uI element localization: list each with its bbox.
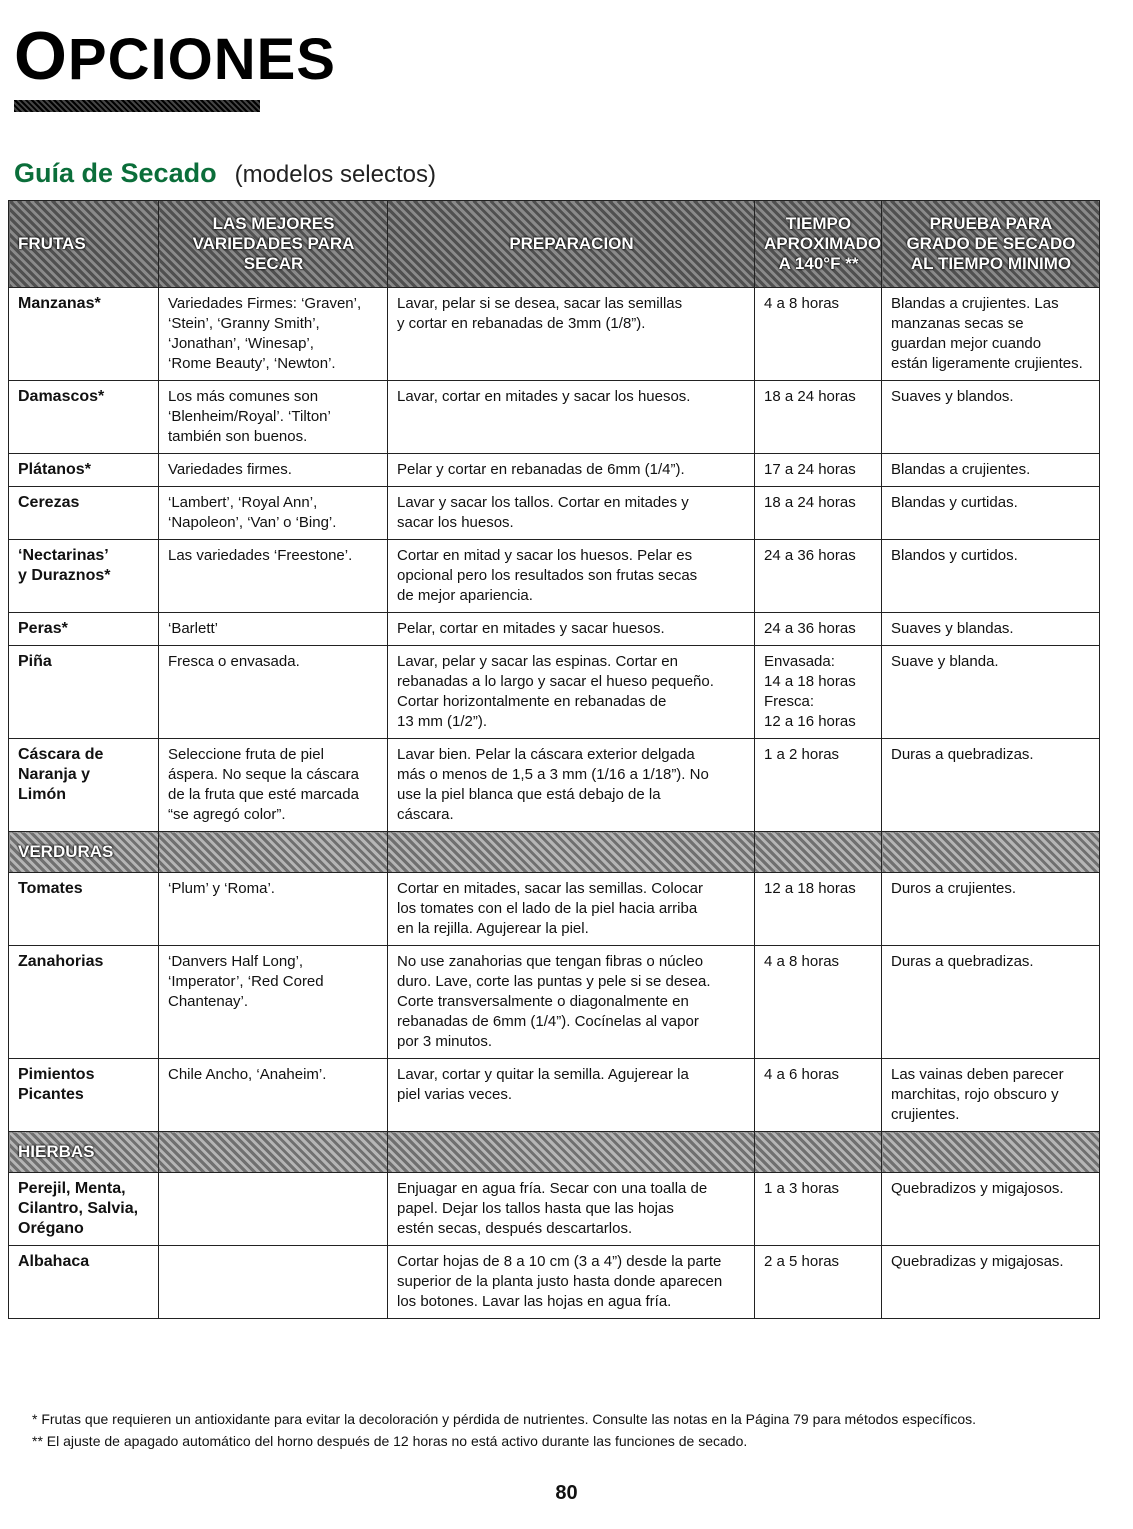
table-body [9,288,1100,1319]
item-preparation: Lavar, pelar y sacar las espinas. Cortar en rebanadas a lo largo y sacar el hueso pequeño. Cortar horizontalmente en rebanadas de 13 mm (1/2”). [397,653,714,730]
header-test [882,201,1100,288]
table-row [9,946,1100,1059]
item-name: Piña [18,653,52,670]
item-test: Quebradizos y migajosos. [891,1180,1064,1197]
page-heading-rest: PCIONES [67,27,336,92]
item-name: Cáscara de Naranja y Limón [18,746,104,803]
item-test: Suaves y blandos. [891,388,1014,405]
header-fruits [9,201,159,288]
header-varieties-label: LAS MEJORES VARIEDADES PARA SECAR [192,214,355,273]
item-test: Blandas a crujientes. [891,461,1031,478]
item-varieties: Las variedades ‘Freestone’. [168,547,353,564]
table-row [9,1173,1100,1246]
category-row-vegetables [9,832,1100,873]
item-test: Quebradizas y migajosas. [891,1253,1064,1270]
item-preparation: Pelar y cortar en rebanadas de 6mm (1/4”). [397,461,685,478]
item-test: Duras a quebradizas. [891,746,1034,763]
item-name: Cerezas [18,494,80,511]
item-test: Duros a crujientes. [891,880,1017,897]
item-preparation: Lavar, cortar y quitar la semilla. Agujerear la piel varias veces. [397,1066,689,1103]
footnote-antioxidant: * Frutas que requieren un antioxidante para evitar la decoloración y pérdida de nutrientes. Consulte las notas en la Página 79 para métodos específicos. [32,1411,977,1427]
item-varieties: ‘Lambert’, ‘Royal Ann’, ‘Napoleon’, ‘Van’ o ‘Bing’. [168,494,337,531]
table-row [9,381,1100,454]
header-preparation-label: PREPARACION [509,234,634,253]
category-label: VERDURAS [9,832,159,873]
header-time-label: TIEMPO APROXIMADO A 140°F ** [764,214,882,273]
item-test: Blandas y curtidas. [891,494,1018,511]
item-varieties: ‘Plum’ y ‘Roma’. [168,880,275,897]
item-time: 1 a 3 horas [764,1180,840,1197]
item-varieties: Seleccione fruta de piel áspera. No seque la cáscara de la fruta que esté marcada “se agregó color”. [168,746,359,823]
item-varieties: ‘Barlett’ [168,620,219,637]
item-time: 17 a 24 horas [764,461,856,478]
item-time: 18 a 24 horas [764,494,856,511]
item-test: Duras a quebradizas. [891,953,1034,970]
item-test: Blandos y curtidos. [891,547,1018,564]
page-heading [14,18,336,94]
header-preparation [388,201,755,288]
drying-guide-table [8,200,1100,1319]
item-preparation: Lavar bien. Pelar la cáscara exterior delgada más o menos de 1,5 a 3 mm (1/16 a 1/18”). No use la piel blanca que está debajo de la cáscara. [397,746,709,823]
category-row-herbs [9,1132,1100,1173]
item-varieties: Variedades firmes. [168,461,292,478]
item-time: Envasada: 14 a 18 horas Fresca: 12 a 16 horas [764,653,856,730]
table-row [9,540,1100,613]
item-name: Manzanas* [18,295,101,312]
item-test: Las vainas deben parecer marchitas, rojo obscuro y crujientes. [891,1066,1064,1123]
item-varieties: ‘Danvers Half Long’, ‘Imperator’, ‘Red Cored Chantenay’. [168,953,324,1010]
category-label: HIERBAS [9,1132,159,1173]
section-title-text: Guía de Secado [14,158,217,188]
item-name: Albahaca [18,1253,90,1270]
item-name: Perejil, Menta, Cilantro, Salvia, Orégano [18,1180,139,1237]
table-row [9,454,1100,487]
item-name: Pimientos Picantes [18,1066,95,1103]
table-row [9,646,1100,739]
item-preparation: Lavar, cortar en mitades y sacar los huesos. [397,388,691,405]
item-time: 4 a 6 horas [764,1066,840,1083]
table-row [9,613,1100,646]
item-time: 2 a 5 horas [764,1253,840,1270]
item-name: Plátanos* [18,461,91,478]
item-time: 4 a 8 horas [764,295,840,312]
section-subtitle: (modelos selectos) [234,161,436,188]
header-fruits-label: FRUTAS [18,234,86,253]
table-header-row [9,201,1100,288]
header-test-label: PRUEBA PARA GRADO DE SECADO AL TIEMPO MINIMO [906,214,1076,273]
item-time: 12 a 18 horas [764,880,856,897]
item-time: 18 a 24 horas [764,388,856,405]
item-name: Zanahorias [18,953,104,970]
item-preparation: Cortar en mitad y sacar los huesos. Pelar es opcional pero los resultados son frutas secas de mejor apariencia. [397,547,698,604]
item-name: Peras* [18,620,68,637]
item-test: Blandas a crujientes. Las manzanas secas se guardan mejor cuando están ligeramente crujientes. [891,295,1083,372]
section-title [14,158,436,189]
heading-rule [14,100,260,112]
item-name: ‘Nectarinas’ y Duraznos* [18,547,111,584]
item-varieties: Variedades Firmes: ‘Graven’, ‘Stein’, ‘Granny Smith’, ‘Jonathan’, ‘Winesap’, ‘Rome Beauty’, ‘Newton’. [168,295,362,372]
item-test: Suave y blanda. [891,653,999,670]
footnote-auto-off: ** El ajuste de apagado automático del horno después de 12 horas no está activo durante las funciones de secado. [32,1433,748,1449]
item-name: Damascos* [18,388,105,405]
page-number: 80 [555,1482,578,1504]
item-preparation: Lavar y sacar los tallos. Cortar en mitades y sacar los huesos. [397,494,689,531]
item-preparation: Enjuagar en agua fría. Secar con una toalla de papel. Dejar los tallos hasta que las hojas estén secas, después descartarlos. [397,1180,708,1237]
table-row [9,739,1100,832]
item-time: 24 a 36 horas [764,547,856,564]
item-time: 24 a 36 horas [764,620,856,637]
item-preparation: Cortar en mitades, sacar las semillas. Colocar los tomates con el lado de la piel hacia arriba en la rejilla. Agujerear la piel. [397,880,703,937]
footnotes [32,1408,1112,1452]
header-varieties [159,201,388,288]
table-row [9,288,1100,381]
item-preparation: Lavar, pelar si se desea, sacar las semillas y cortar en rebanadas de 3mm (1/8”). [397,295,683,332]
table-row [9,1246,1100,1319]
header-time [755,201,882,288]
item-name: Tomates [18,880,83,897]
item-varieties: Fresca o envasada. [168,653,300,670]
item-preparation: Pelar, cortar en mitades y sacar huesos. [397,620,665,637]
item-varieties: Los más comunes son ‘Blenheim/Royal’. ‘Tilton’ también son buenos. [168,388,331,445]
table-row [9,873,1100,946]
item-preparation: No use zanahorias que tengan fibras o núcleo duro. Lave, corte las puntas y pele si se desea. Corte transversalmente o diagonalmente en rebanadas de 6mm (1/4”). Cocínelas al vapor por 3 minutos. [397,953,711,1050]
item-test: Suaves y blandas. [891,620,1014,637]
table-row [9,487,1100,540]
page-heading-first-letter: O [14,18,68,94]
table-row [9,1059,1100,1132]
item-time: 4 a 8 horas [764,953,840,970]
item-preparation: Cortar hojas de 8 a 10 cm (3 a 4”) desde la parte superior de la planta justo hasta donde aparecen los botones. Lavar las hojas en agua fría. [397,1253,723,1310]
item-varieties: Chile Ancho, ‘Anaheim’. [168,1066,327,1083]
item-time: 1 a 2 horas [764,746,840,763]
